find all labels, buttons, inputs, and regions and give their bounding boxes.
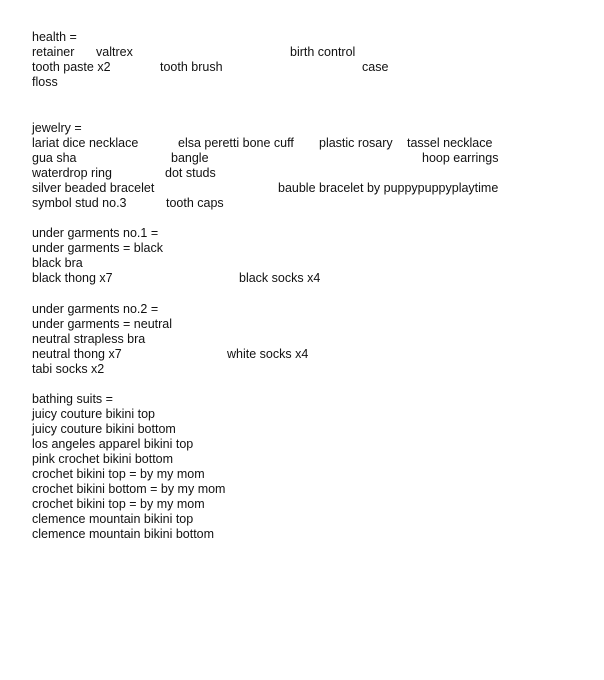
health-item: tooth brush <box>160 60 223 74</box>
bathing-suit-item: clemence mountain bikini bottom <box>32 527 215 541</box>
jewelry-heading: jewelry = <box>32 121 82 135</box>
under-garments-2-heading: under garments no.2 = <box>32 302 159 316</box>
health-item: floss <box>32 75 58 89</box>
jewelry-item: dot studs <box>165 166 216 180</box>
under-garments-1-item: black thong x7 <box>32 271 113 285</box>
under-garments-2-item: white socks x4 <box>227 347 309 361</box>
jewelry-item: bangle <box>171 151 209 165</box>
jewelry-item: tassel necklace <box>407 136 493 150</box>
jewelry-item: hoop earrings <box>422 151 499 165</box>
health-heading: health = <box>32 30 77 44</box>
jewelry-item: plastic rosary <box>319 136 393 150</box>
health-item: valtrex <box>96 45 133 59</box>
under-garments-2-item: tabi socks x2 <box>32 362 105 376</box>
under-garments-1-heading: under garments no.1 = <box>32 226 159 240</box>
bathing-suit-item: pink crochet bikini bottom <box>32 452 174 466</box>
health-item: birth control <box>290 45 356 59</box>
bathing-suits-heading: bathing suits = <box>32 392 113 406</box>
under-garments-2-item: neutral thong x7 <box>32 347 122 361</box>
health-item: case <box>362 60 389 74</box>
bathing-suit-item: crochet bikini top = by my mom <box>32 467 205 481</box>
jewelry-item: silver beaded bracelet <box>32 181 155 195</box>
jewelry-item: lariat dice necklace <box>32 136 139 150</box>
under-garments-1-item: black bra <box>32 256 83 270</box>
jewelry-item: bauble bracelet by puppypuppyplaytime <box>278 181 499 195</box>
under-garments-1-subheading: under garments = black <box>32 241 163 255</box>
bathing-suit-item: juicy couture bikini bottom <box>32 422 176 436</box>
bathing-suit-item: juicy couture bikini top <box>32 407 155 421</box>
bathing-suit-item: clemence mountain bikini top <box>32 512 194 526</box>
bathing-suit-item: crochet bikini bottom = by my mom <box>32 482 226 496</box>
health-item: retainer <box>32 45 75 59</box>
jewelry-item: waterdrop ring <box>32 166 112 180</box>
under-garments-2-subheading: under garments = neutral <box>32 317 173 331</box>
health-item: tooth paste x2 <box>32 60 111 74</box>
bathing-suit-item: crochet bikini top = by my mom <box>32 497 205 511</box>
jewelry-item: elsa peretti bone cuff <box>178 136 294 150</box>
jewelry-item: gua sha <box>32 151 77 165</box>
under-garments-2-item: neutral strapless bra <box>32 332 146 346</box>
jewelry-item: symbol stud no.3 <box>32 196 127 210</box>
under-garments-1-item: black socks x4 <box>239 271 321 285</box>
bathing-suit-item: los angeles apparel bikini top <box>32 437 194 451</box>
jewelry-item: tooth caps <box>166 196 224 210</box>
